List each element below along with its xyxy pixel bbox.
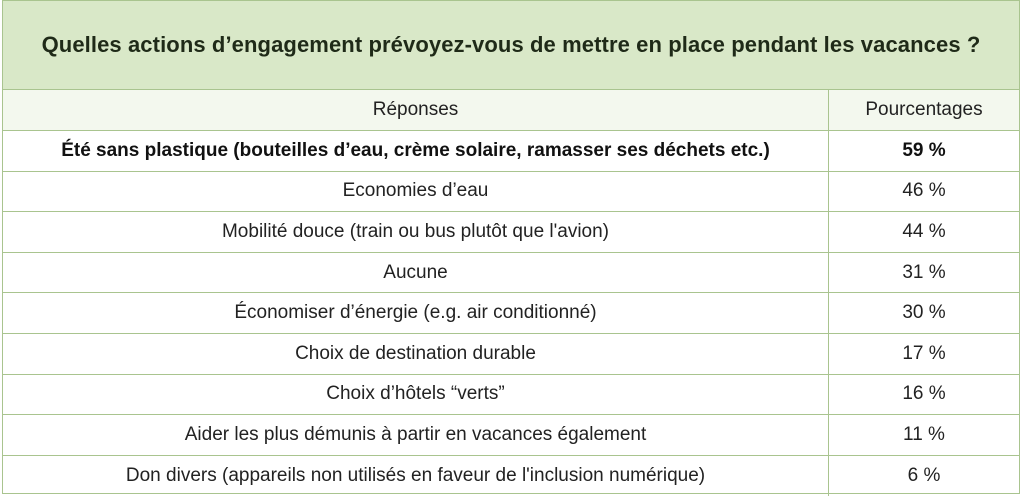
percent-cell: 59 %	[902, 139, 946, 161]
table-row	[3, 415, 1019, 456]
percent-cell: 17 %	[902, 342, 946, 364]
column-header-answer: Réponses	[3, 90, 829, 130]
table-header-row	[3, 90, 1019, 131]
answer-cell: Don divers (appareils non utilisés en faveur de l'inclusion numérique)	[3, 456, 829, 497]
answer-cell: Été sans plastique (bouteilles d’eau, crème solaire, ramasser ses déchets etc.)	[3, 131, 829, 171]
answer-cell: Choix de destination durable	[3, 334, 829, 374]
percent-cell: 16 %	[902, 383, 946, 405]
table-row	[3, 172, 1019, 213]
percent-cell: 11 %	[903, 423, 945, 445]
table-row	[3, 334, 1019, 375]
answer-cell: Economies d’eau	[3, 172, 829, 212]
answer-cell: Aucune	[3, 253, 829, 293]
table-row	[3, 212, 1019, 253]
table-row	[3, 253, 1019, 294]
table-row	[3, 375, 1019, 416]
percent-cell: 44 %	[902, 220, 946, 242]
table-title: Quelles actions d’engagement prévoyez-vous de mettre en place pendant les vacances ?	[41, 32, 981, 57]
survey-table	[2, 0, 1020, 494]
answer-cell: Choix d’hôtels “verts”	[3, 375, 829, 415]
percent-cell: 46 %	[902, 180, 946, 202]
percent-cell: 6 %	[907, 465, 941, 487]
answer-cell: Mobilité douce (train ou bus plutôt que l'avion)	[3, 212, 829, 252]
table-title-row	[3, 1, 1019, 90]
column-header-percent: Pourcentages	[865, 99, 983, 120]
answer-cell: Économiser d’énergie (e.g. air conditionné)	[3, 293, 829, 333]
percent-cell: 30 %	[902, 302, 946, 324]
percent-cell: 31 %	[902, 261, 946, 283]
table-row	[3, 293, 1019, 334]
answer-cell: Aider les plus démunis à partir en vacances également	[3, 415, 829, 455]
table-row	[3, 456, 1019, 497]
table-row	[3, 131, 1019, 172]
